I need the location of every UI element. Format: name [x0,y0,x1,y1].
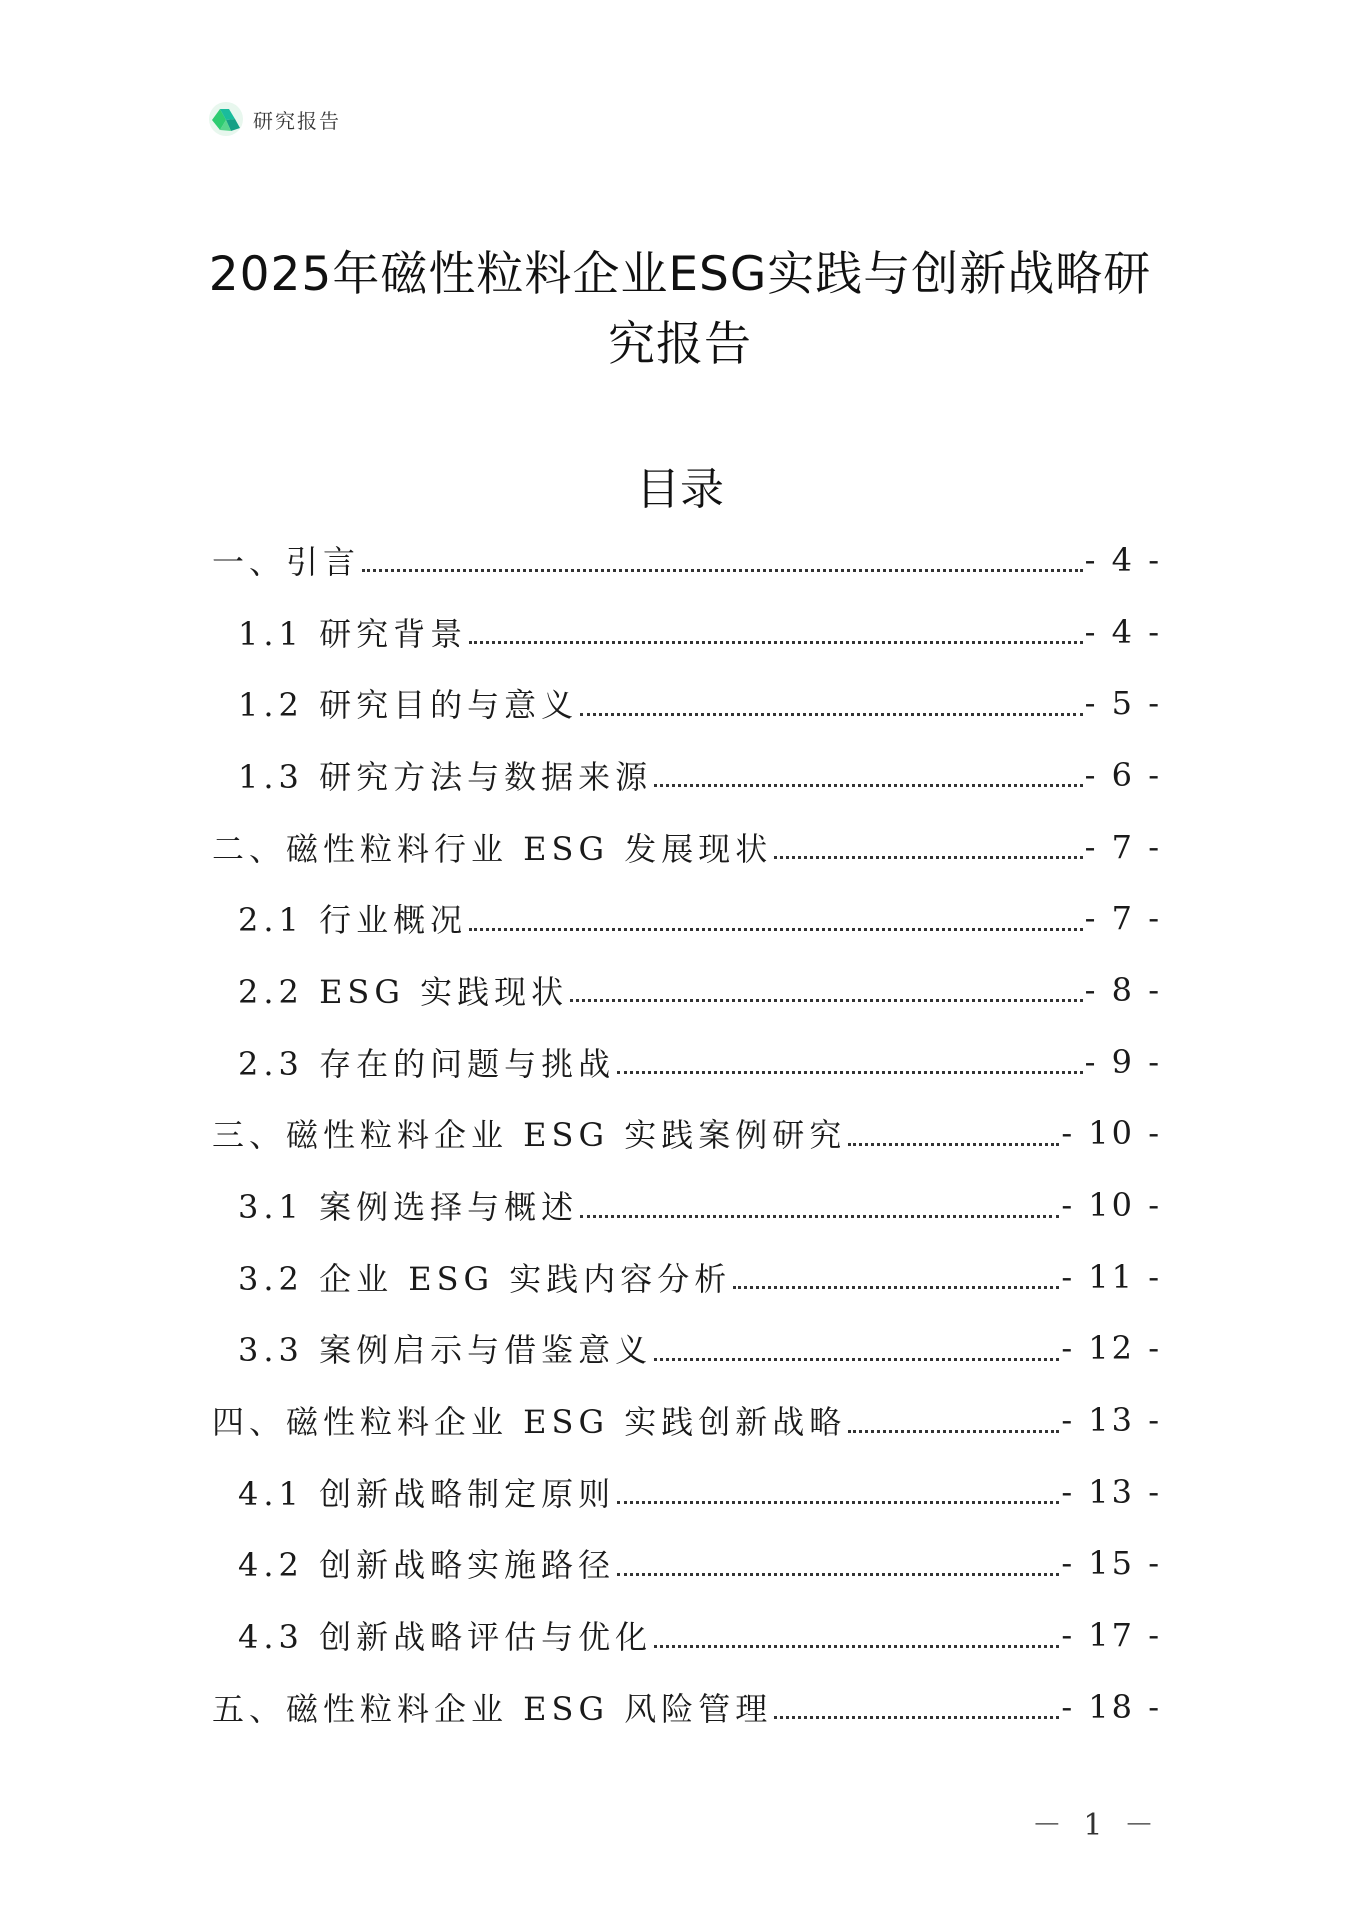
toc-entry[interactable] [212,667,1162,739]
toc-entry-label: 4.1 创新战略制定原则 [238,1474,616,1513]
toc-entry-page: - 4 - [1084,612,1162,651]
toc-entry[interactable] [212,1599,1162,1671]
toc-leader-dots [469,928,1083,931]
toc-leader-dots [733,1286,1059,1289]
toc-entry-page: - 11 - [1061,1257,1162,1296]
toc-entry-page: - 9 - [1084,1042,1162,1081]
toc-entry[interactable] [212,524,1162,596]
toc-entry[interactable] [212,1169,1162,1241]
toc-entry-label: 一、引言 [212,542,361,581]
toc-entry[interactable] [212,811,1162,883]
toc-entry-page: - 4 - [1084,540,1162,579]
toc-entry[interactable] [212,954,1162,1026]
toc-entry[interactable] [212,1384,1162,1456]
toc-entry-page: - 6 - [1084,755,1162,794]
toc-entry-page: - 13 - [1061,1472,1162,1511]
toc-entry[interactable] [212,1026,1162,1098]
title-line-2: 究报告 [608,317,752,372]
toc-entry-page: - 10 - [1061,1114,1162,1153]
toc-entry-label: 2.1 行业概况 [238,901,468,940]
toc-leader-dots [617,1573,1059,1576]
toc-entry-label: 3.1 案例选择与概述 [238,1188,579,1227]
toc-entry-label: 4.3 创新战略评估与优化 [238,1618,653,1657]
toc-entry-page: - 10 - [1061,1186,1162,1225]
header-label: 研究报告 [253,108,341,133]
toc-entry-label: 2.2 ESG 实践现状 [238,972,569,1011]
toc-leader-dots [617,1501,1059,1504]
toc-entry-page: - 18 - [1061,1687,1162,1726]
toc-entry-page: - 7 - [1084,827,1162,866]
brand-logo-icon [207,100,245,138]
toc-entry[interactable] [212,1098,1162,1170]
toc-entry[interactable] [212,1241,1162,1313]
toc-leader-dots [774,856,1082,859]
toc-entry-label: 3.2 企业 ESG 实践内容分析 [238,1259,732,1298]
toc-leader-dots [580,1215,1059,1218]
toc-entry-page: - 12 - [1061,1329,1162,1368]
table-of-contents [212,524,1162,1743]
page-header [207,100,341,138]
toc-entry[interactable] [212,1671,1162,1743]
toc-entry-label: 1.3 研究方法与数据来源 [238,757,653,796]
toc-entry[interactable] [212,1456,1162,1528]
toc-leader-dots [469,641,1083,644]
toc-leader-dots [570,999,1083,1002]
toc-entry[interactable] [212,739,1162,811]
toc-entry-page: - 5 - [1084,684,1162,723]
toc-entry-label: 1.2 研究目的与意义 [238,686,579,725]
title-line-1: 2025年磁性粒料企业ESG实践与创新战略研 [208,247,1152,302]
toc-entry-page: - 17 - [1061,1616,1162,1655]
toc-leader-dots [654,1358,1059,1361]
toc-leader-dots [848,1143,1059,1146]
toc-leader-dots [774,1716,1059,1719]
toc-entry-page: - 7 - [1084,899,1162,938]
toc-entry-page: - 8 - [1084,970,1162,1009]
toc-entry-label: 二、磁性粒料行业 ESG 发展现状 [212,829,773,868]
toc-entry-page: - 13 - [1061,1401,1162,1440]
toc-leader-dots [580,713,1083,716]
toc-entry-label: 1.1 研究背景 [238,614,468,653]
toc-entry-label: 4.2 创新战略实施路径 [238,1546,616,1585]
toc-leader-dots [654,1645,1059,1648]
toc-entry-label: 四、磁性粒料企业 ESG 实践创新战略 [212,1403,847,1442]
toc-entry-label: 3.3 案例启示与借鉴意义 [238,1331,653,1370]
toc-entry[interactable] [212,1313,1162,1385]
toc-leader-dots [362,569,1083,572]
toc-leader-dots [617,1071,1083,1074]
toc-leader-dots [848,1430,1059,1433]
toc-heading: 目录 [636,464,724,515]
toc-entry-label: 五、磁性粒料企业 ESG 风险管理 [212,1689,773,1728]
toc-entry-label: 三、磁性粒料企业 ESG 实践案例研究 [212,1116,847,1155]
toc-leader-dots [654,784,1083,787]
toc-entry-label: 2.3 存在的问题与挑战 [238,1044,616,1083]
toc-entry[interactable] [212,596,1162,668]
toc-entry[interactable] [212,1528,1162,1600]
toc-entry-page: - 15 - [1061,1544,1162,1583]
page-number-footer: － 1 － [1031,1808,1160,1843]
toc-entry[interactable] [212,882,1162,954]
document-title [180,240,1180,380]
